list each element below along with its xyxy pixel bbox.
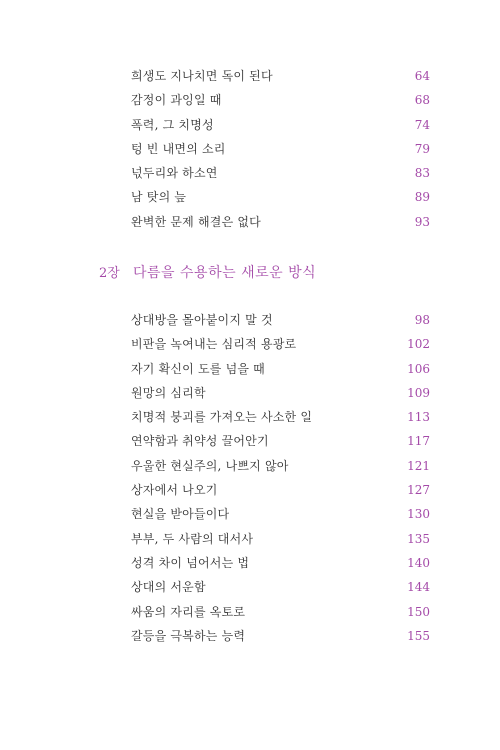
toc-entry-page-number: 117 bbox=[407, 434, 430, 449]
chapter-title: 다름을 수용하는 새로운 방식 bbox=[133, 265, 317, 281]
toc-entry-list-chapter-1 bbox=[131, 67, 430, 237]
toc-entry bbox=[131, 578, 430, 602]
toc-entry-title: 원망의 심리학 bbox=[131, 385, 206, 400]
toc-entry bbox=[131, 481, 430, 505]
toc-entry-title: 상자에서 나오기 bbox=[131, 483, 218, 498]
toc-entry-title: 치명적 붕괴를 가져오는 사소한 일 bbox=[131, 410, 313, 425]
toc-entry-page-number: 64 bbox=[414, 69, 430, 83]
toc-entry-title: 폭력, 그 치명성 bbox=[131, 117, 214, 132]
toc-entry-page-number: 121 bbox=[407, 458, 430, 473]
toc-entry-title: 갈등을 극복하는 능력 bbox=[131, 628, 246, 643]
toc-entry-page-number: 155 bbox=[407, 628, 430, 643]
toc-entry-title: 현실을 받아들이다 bbox=[131, 507, 230, 522]
toc-entry-title: 우울한 현실주의, 나쁘지 않아 bbox=[131, 458, 289, 473]
toc-entry bbox=[131, 360, 430, 384]
toc-entry-page-number: 74 bbox=[414, 117, 430, 132]
toc-entry-title: 싸움의 자리를 옥토로 bbox=[131, 604, 246, 619]
toc-entry bbox=[131, 311, 430, 335]
toc-entry bbox=[131, 116, 430, 140]
toc-entry-page-number: 135 bbox=[407, 531, 430, 546]
toc-entry-page-number: 83 bbox=[414, 166, 430, 181]
toc-entry-page-number: 106 bbox=[407, 361, 430, 376]
toc-entry-title: 텅 빈 내면의 소리 bbox=[131, 141, 226, 156]
toc-entry bbox=[131, 213, 430, 237]
toc-entry bbox=[131, 530, 430, 554]
toc-entry bbox=[131, 164, 430, 188]
toc-entry bbox=[131, 67, 430, 91]
toc-entry-title: 남 탓의 늪 bbox=[131, 190, 187, 205]
toc-entry-title: 완벽한 문제 해결은 없다 bbox=[131, 214, 261, 229]
toc-entry-page-number: 79 bbox=[414, 141, 430, 156]
toc-entry-title: 비판을 녹여내는 심리적 용광로 bbox=[131, 337, 297, 352]
toc-entry-title: 상대방을 몰아붙이지 말 것 bbox=[131, 313, 273, 327]
toc-entry bbox=[131, 554, 430, 578]
toc-entry-page-number: 93 bbox=[414, 214, 430, 229]
toc-entry bbox=[131, 140, 430, 164]
toc-entry-page-number: 68 bbox=[414, 93, 430, 108]
toc-entry-title: 감정이 과잉일 때 bbox=[131, 93, 222, 108]
toc-entry-page-number: 109 bbox=[407, 385, 430, 400]
toc-entry bbox=[131, 91, 430, 115]
toc-entry bbox=[131, 384, 430, 408]
toc-entry-title: 성격 차이 넘어서는 법 bbox=[131, 555, 250, 570]
toc-entry-title: 희생도 지나치면 독이 된다 bbox=[131, 69, 273, 83]
toc-entry bbox=[131, 408, 430, 432]
toc-entry-page-number: 144 bbox=[407, 580, 430, 595]
chapter-heading bbox=[99, 262, 316, 282]
toc-entry-title: 상대의 서운함 bbox=[131, 580, 206, 595]
toc-entry-page-number: 89 bbox=[414, 190, 430, 205]
toc-entry-title: 자기 확신이 도를 넘을 때 bbox=[131, 361, 265, 376]
toc-entry bbox=[131, 627, 430, 651]
toc-entry bbox=[131, 457, 430, 481]
toc-entry-title: 연약함과 취약성 끌어안기 bbox=[131, 434, 269, 449]
toc-entry-page-number: 140 bbox=[407, 555, 430, 570]
toc-entry-title: 넋두리와 하소연 bbox=[131, 166, 218, 181]
toc-entry bbox=[131, 505, 430, 529]
toc-entry-page-number: 150 bbox=[407, 604, 430, 619]
toc-entry-page-number: 127 bbox=[407, 483, 430, 498]
toc-entry-page-number: 98 bbox=[414, 313, 430, 327]
toc-entry-page-number: 130 bbox=[407, 507, 430, 522]
toc-entry bbox=[131, 432, 430, 456]
toc-entry-title: 부부, 두 사람의 대서사 bbox=[131, 531, 254, 546]
toc-entry-list-chapter-2 bbox=[131, 311, 430, 651]
chapter-number: 2장 bbox=[99, 266, 120, 281]
toc-entry bbox=[131, 603, 430, 627]
toc-entry-page-number: 102 bbox=[407, 337, 430, 352]
toc-entry bbox=[131, 335, 430, 359]
toc-entry-page-number: 113 bbox=[407, 410, 430, 425]
toc-entry bbox=[131, 188, 430, 212]
